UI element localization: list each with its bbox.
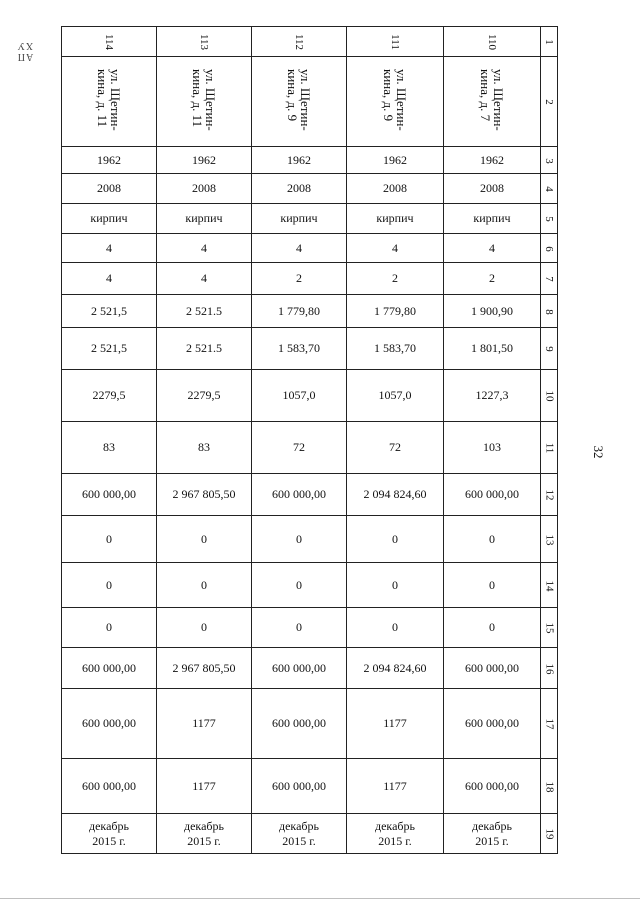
data-cell: 0 [157, 516, 252, 563]
data-cell: кирпич [347, 204, 444, 234]
data-cell: 2 521,5 [62, 328, 157, 370]
data-cell: 1 900,90 [444, 295, 541, 328]
data-cell: 4 [347, 234, 444, 263]
data-cell: 600 000,00 [252, 474, 347, 516]
address-text: ул. Щетин- кина, д. 7 [478, 68, 506, 131]
table-row-1 [62, 27, 558, 57]
data-cell: 0 [444, 608, 541, 648]
data-cell: 1962 [444, 147, 541, 174]
data-cell: 0 [62, 516, 157, 563]
table-row-16 [62, 648, 558, 689]
data-cell: 103 [444, 422, 541, 474]
completion-month: декабрь [472, 818, 512, 833]
data-cell: 1 583,70 [347, 328, 444, 370]
data-cell: 1 779,80 [252, 295, 347, 328]
data-cell: 0 [252, 563, 347, 608]
data-cell: 2008 [444, 174, 541, 204]
row-number: 18 [543, 781, 555, 792]
data-cell: 1177 [157, 759, 252, 814]
row-number: 7 [543, 276, 555, 282]
data-cell: 4 [444, 234, 541, 263]
table-row-19 [62, 814, 558, 854]
data-cell: 2279,5 [157, 370, 252, 422]
row-number-cell [541, 648, 558, 689]
row-number-cell [541, 474, 558, 516]
data-cell: 72 [252, 422, 347, 474]
data-cell: 2 521.5 [157, 328, 252, 370]
completion-date-cell [62, 814, 157, 854]
data-cell: 1057,0 [252, 370, 347, 422]
data-cell: 0 [347, 516, 444, 563]
address-text: ул. Щетин- кина, д. 9 [285, 68, 313, 131]
page-bottom-rule [0, 898, 640, 899]
data-cell: 2 967 805,50 [157, 474, 252, 516]
table-row-6 [62, 234, 558, 263]
data-cell: 1 583,70 [252, 328, 347, 370]
row-number-cell [541, 608, 558, 648]
data-cell: 0 [444, 563, 541, 608]
data-cell: 2 [347, 263, 444, 295]
row-number-cell [541, 204, 558, 234]
row-number: 19 [543, 828, 555, 840]
data-cell: 1962 [252, 147, 347, 174]
data-cell: 600 000,00 [252, 689, 347, 759]
row-number-cell [541, 422, 558, 474]
row-number: 9 [543, 346, 555, 352]
completion-date-cell [444, 814, 541, 854]
data-cell: 0 [252, 516, 347, 563]
completion-year: 2015 г. [475, 833, 509, 848]
row-number-cell [541, 295, 558, 328]
table-row-3 [62, 147, 558, 174]
data-cell: кирпич [157, 204, 252, 234]
row-number-cell [541, 57, 558, 147]
row-number: 8 [543, 308, 555, 315]
row-number: 1 [543, 39, 555, 45]
data-cell: 1177 [157, 689, 252, 759]
data-cell: 0 [62, 563, 157, 608]
row-number: 2 [543, 99, 555, 105]
record-index-cell [347, 27, 444, 57]
address-text: ул. Щетин- кина, д. 11 [190, 68, 218, 131]
row-number: 17 [543, 718, 555, 730]
row-number: 4 [543, 186, 555, 192]
data-cell: 0 [62, 608, 157, 648]
table-row-11 [62, 422, 558, 474]
row-number-cell [541, 328, 558, 370]
data-cell: 83 [157, 422, 252, 474]
row-number-cell [541, 174, 558, 204]
data-cell: 2 521.5 [157, 295, 252, 328]
data-cell: 1962 [157, 147, 252, 174]
data-cell: 1 779,80 [347, 295, 444, 328]
data-cell: 2008 [62, 174, 157, 204]
table-row-2 [62, 57, 558, 147]
row-number: 14 [543, 580, 555, 591]
record-index-cell [62, 27, 157, 57]
data-cell: 4 [62, 234, 157, 263]
data-cell: 600 000,00 [444, 474, 541, 516]
data-cell: 600 000,00 [62, 759, 157, 814]
record-index-cell [157, 27, 252, 57]
data-cell: 600 000,00 [252, 759, 347, 814]
data-cell: 72 [347, 422, 444, 474]
row-number-cell [541, 234, 558, 263]
data-cell: 2008 [347, 174, 444, 204]
data-cell: 0 [252, 608, 347, 648]
data-cell: 0 [347, 608, 444, 648]
data-cell: 1057,0 [347, 370, 444, 422]
row-number: 16 [543, 663, 555, 674]
row-number-cell [541, 563, 558, 608]
table-row-15 [62, 608, 558, 648]
data-cell: 2008 [157, 174, 252, 204]
completion-month: декабрь [89, 818, 129, 833]
data-cell: 1962 [347, 147, 444, 174]
completion-year: 2015 г. [378, 833, 412, 848]
data-cell: 0 [157, 563, 252, 608]
data-cell: 2 094 824,60 [347, 474, 444, 516]
row-number: 5 [543, 216, 555, 222]
row-number: 6 [543, 245, 555, 252]
data-cell: 1227,3 [444, 370, 541, 422]
completion-month: декабрь [184, 818, 224, 833]
table-row-10 [62, 370, 558, 422]
data-cell: 1 801,50 [444, 328, 541, 370]
data-cell: 600 000,00 [62, 689, 157, 759]
address-cell [252, 57, 347, 147]
data-cell: 1177 [347, 759, 444, 814]
completion-date-cell [347, 814, 444, 854]
data-cell: 600 000,00 [252, 648, 347, 689]
row-number-cell [541, 516, 558, 563]
row-number-cell [541, 814, 558, 854]
data-cell: 600 000,00 [444, 648, 541, 689]
completion-date-cell [252, 814, 347, 854]
row-number-cell [541, 759, 558, 814]
data-cell: 2 [444, 263, 541, 295]
row-number-cell [541, 370, 558, 422]
row-number-cell [541, 263, 558, 295]
data-cell: 600 000,00 [62, 474, 157, 516]
row-number: 12 [543, 489, 555, 501]
row-number: 15 [543, 622, 555, 634]
data-cell: 2 967 805,50 [157, 648, 252, 689]
table-row-14 [62, 563, 558, 608]
row-number-cell [541, 689, 558, 759]
data-cell: 2 094 824,60 [347, 648, 444, 689]
page-number: 32 [591, 445, 606, 459]
record-index: 112 [293, 33, 305, 51]
data-cell: 83 [62, 422, 157, 474]
data-cell: 4 [157, 234, 252, 263]
completion-month: декабрь [375, 818, 415, 833]
data-cell: 4 [252, 234, 347, 263]
address-text: ул. Щетин- кина, д. 9 [381, 68, 409, 131]
record-index: 110 [486, 33, 498, 51]
row-number-cell [541, 147, 558, 174]
address-cell [157, 57, 252, 147]
table-row-18 [62, 759, 558, 814]
record-index: 113 [198, 33, 210, 51]
completion-year: 2015 г. [187, 833, 221, 848]
table-row-5 [62, 204, 558, 234]
row-number: 11 [543, 442, 555, 454]
data-cell: 4 [157, 263, 252, 295]
data-cell: кирпич [444, 204, 541, 234]
data-cell: 600 000,00 [444, 759, 541, 814]
row-number: 10 [543, 390, 555, 402]
completion-year: 2015 г. [282, 833, 316, 848]
completion-date-cell [157, 814, 252, 854]
address-cell [444, 57, 541, 147]
row-number: 3 [543, 157, 555, 164]
data-cell: 2008 [252, 174, 347, 204]
row-number: 13 [543, 534, 555, 545]
table-row-12 [62, 474, 558, 516]
completion-month: декабрь [279, 818, 319, 833]
record-index: 114 [103, 33, 115, 51]
table-row-13 [62, 516, 558, 563]
data-cell: кирпич [62, 204, 157, 234]
record-index-cell [252, 27, 347, 57]
table-row-7 [62, 263, 558, 295]
data-cell: 2 [252, 263, 347, 295]
table-row-9 [62, 328, 558, 370]
corner-mark: АП ХУ [16, 40, 34, 62]
data-cell: 2 521,5 [62, 295, 157, 328]
record-index-cell [444, 27, 541, 57]
data-cell: 2279,5 [62, 370, 157, 422]
data-cell: кирпич [252, 204, 347, 234]
table-row-4 [62, 174, 558, 204]
address-cell [347, 57, 444, 147]
data-cell: 0 [444, 516, 541, 563]
data-cell: 0 [157, 608, 252, 648]
data-cell: 600 000,00 [62, 648, 157, 689]
table-row-17 [62, 689, 558, 759]
data-cell: 1962 [62, 147, 157, 174]
data-cell: 1177 [347, 689, 444, 759]
address-cell [62, 57, 157, 147]
data-cell: 0 [347, 563, 444, 608]
data-cell: 600 000,00 [444, 689, 541, 759]
row-number-cell [541, 27, 558, 57]
completion-year: 2015 г. [92, 833, 126, 848]
table-row-8 [62, 295, 558, 328]
housing-register-table [61, 26, 558, 854]
record-index: 111 [389, 34, 401, 50]
address-text: ул. Щетин- кина, д. 11 [95, 68, 123, 131]
data-cell: 4 [62, 263, 157, 295]
